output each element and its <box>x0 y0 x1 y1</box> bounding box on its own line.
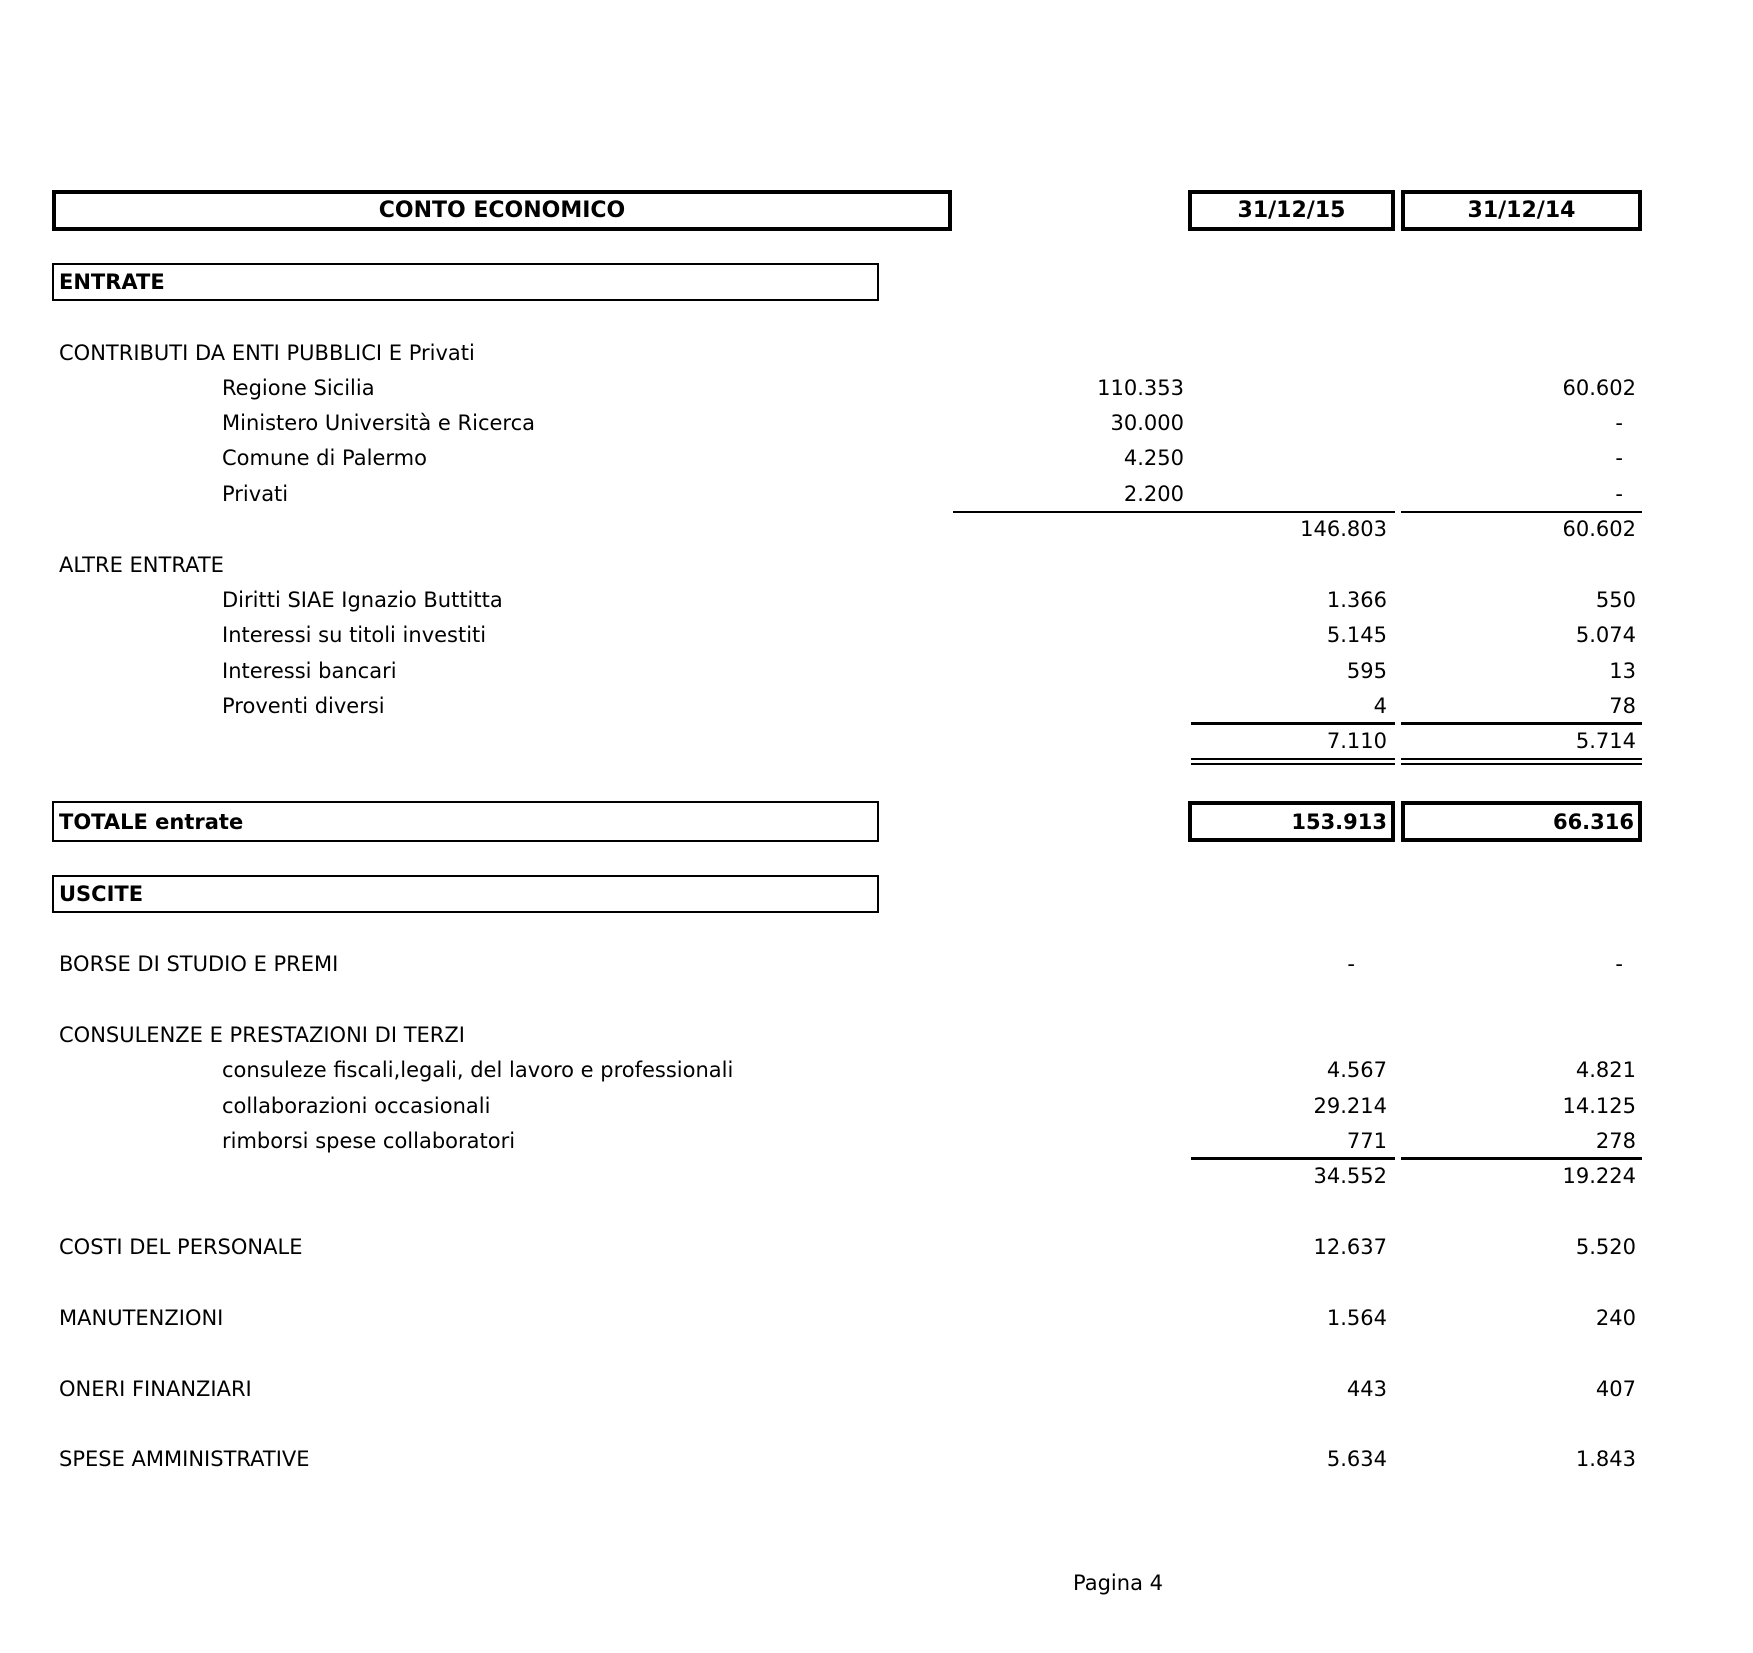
row-value-2014: 407 <box>1595 1377 1636 1401</box>
row-value-2015: 4 <box>1373 694 1387 718</box>
row-label: SPESE AMMINISTRATIVE <box>59 1447 310 1471</box>
row-value-2014: 240 <box>1595 1306 1636 1330</box>
section-entrate: ENTRATE <box>52 263 879 301</box>
total-entrate-label: TOTALE entrate <box>52 801 879 842</box>
page-number: Pagina 4 <box>1073 1571 1163 1595</box>
subtotal-value-2014: 5.714 <box>1575 729 1636 753</box>
row-label: BORSE DI STUDIO E PREMI <box>59 952 339 976</box>
group-contributi-label: CONTRIBUTI DA ENTI PUBBLICI E Privati <box>59 341 475 365</box>
row-value-2014: 278 <box>1595 1129 1636 1153</box>
subtotal-rule <box>1191 722 1395 725</box>
row-detail-value: 2.200 <box>1123 482 1184 506</box>
row-value-2014: - <box>1615 411 1623 435</box>
subtotal-value-2015: 7.110 <box>1326 729 1387 753</box>
page-title: CONTO ECONOMICO <box>52 190 952 231</box>
subtotal-rule <box>1401 1157 1642 1160</box>
row-value-2014: - <box>1615 482 1623 506</box>
column-header-2015: 31/12/15 <box>1188 190 1395 231</box>
row-value-2015: 1.366 <box>1326 588 1387 612</box>
row-value-2015: 5.145 <box>1326 623 1387 647</box>
row-value-2015: 4.567 <box>1326 1058 1387 1082</box>
row-label: Ministero Università e Ricerca <box>222 411 536 435</box>
row-value-2014: 1.843 <box>1575 1447 1636 1471</box>
row-detail-value: 4.250 <box>1123 446 1184 470</box>
subtotal-value-2015: 34.552 <box>1313 1164 1387 1188</box>
column-header-2014: 31/12/14 <box>1401 190 1642 231</box>
row-label: MANUTENZIONI <box>59 1306 224 1330</box>
row-value-2014: 13 <box>1609 659 1636 683</box>
subtotal-rule <box>953 511 1395 513</box>
row-value-2015: - <box>1347 952 1355 976</box>
subtotal-value-2014: 19.224 <box>1562 1164 1636 1188</box>
row-value-2014: 550 <box>1595 588 1636 612</box>
row-label: Privati <box>222 482 289 506</box>
row-value-2014: 4.821 <box>1575 1058 1636 1082</box>
row-detail-value: 30.000 <box>1110 411 1184 435</box>
section-uscite: USCITE <box>52 875 879 913</box>
row-value-2015: 12.637 <box>1313 1235 1387 1259</box>
row-detail-value: 110.353 <box>1097 376 1184 400</box>
row-value-2014: 14.125 <box>1562 1094 1636 1118</box>
subtotal-rule <box>1191 1157 1395 1160</box>
row-value-2015: 595 <box>1346 659 1387 683</box>
row-label: Interessi su titoli investiti <box>222 623 487 647</box>
double-rule <box>1401 758 1642 765</box>
row-value-2015: 1.564 <box>1326 1306 1387 1330</box>
row-value-2014: - <box>1615 446 1623 470</box>
total-entrate-2014: 66.316 <box>1401 801 1642 842</box>
row-label: rimborsi spese collaboratori <box>222 1129 516 1153</box>
subtotal-value-2015: 146.803 <box>1300 517 1387 541</box>
row-label: COSTI DEL PERSONALE <box>59 1235 303 1259</box>
row-value-2014: 5.520 <box>1575 1235 1636 1259</box>
row-value-2015: 771 <box>1346 1129 1387 1153</box>
subtotal-value-2014: 60.602 <box>1562 517 1636 541</box>
row-label: Comune di Palermo <box>222 446 427 470</box>
double-rule <box>1191 758 1395 765</box>
row-value-2015: 29.214 <box>1313 1094 1387 1118</box>
group-altre-entrate-label: ALTRE ENTRATE <box>59 553 224 577</box>
row-label: Proventi diversi <box>222 694 385 718</box>
row-value-2014: - <box>1615 952 1623 976</box>
total-entrate-2015: 153.913 <box>1188 801 1395 842</box>
row-label: collaborazioni occasionali <box>222 1094 491 1118</box>
row-label: ONERI FINANZIARI <box>59 1377 252 1401</box>
row-value-2015: 5.634 <box>1326 1447 1387 1471</box>
subtotal-rule <box>1401 511 1642 513</box>
row-label: Diritti SIAE Ignazio Buttitta <box>222 588 503 612</box>
row-value-2015: 443 <box>1346 1377 1387 1401</box>
row-label: Regione Sicilia <box>222 376 375 400</box>
row-value-2014: 78 <box>1609 694 1636 718</box>
row-value-2014: 5.074 <box>1575 623 1636 647</box>
row-label: consuleze fiscali,legali, del lavoro e professionali <box>222 1058 734 1082</box>
row-value-2014: 60.602 <box>1562 376 1636 400</box>
row-label: Interessi bancari <box>222 659 397 683</box>
group-consulenze-label: CONSULENZE E PRESTAZIONI DI TERZI <box>59 1023 465 1047</box>
subtotal-rule <box>1401 722 1642 725</box>
